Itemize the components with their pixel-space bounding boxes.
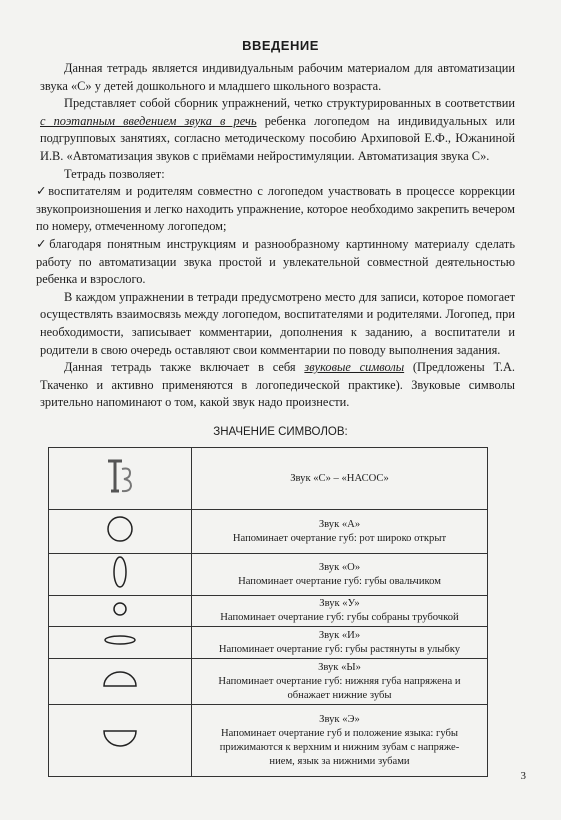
row-line: Звук «Э» <box>319 713 360 725</box>
symbol-cell <box>49 627 192 659</box>
symbol-cell <box>49 659 192 705</box>
row-line: Звук «О» <box>318 561 361 573</box>
paragraph-2-text: Представляет собой сборник упражнений, четко структурированных в соответствии <box>64 96 515 111</box>
horizontal-oval-icon <box>100 633 140 647</box>
vertical-oval-icon <box>110 554 130 590</box>
row-line: обнажает нижние зубы <box>287 689 392 701</box>
row-line: Звук «Ы» <box>318 661 361 673</box>
sound-symbols-emphasis: звуковые символы <box>304 360 405 375</box>
lower-half-circle-icon <box>100 727 140 749</box>
row-line: Звук «У» <box>319 598 360 609</box>
symbol-cell <box>49 448 192 510</box>
paragraph-5-text-end: (Предложены Т.А. Ткаченко и активно применяются в логопедической практике). Звуковые символы зрительно напоминают о том, какой звук надо произнести. <box>40 360 515 410</box>
symbol-description <box>192 627 488 659</box>
emphasis-link: с поэтапным введением звука в речь <box>40 113 257 128</box>
symbol-cell <box>49 510 192 554</box>
page-number: 3 <box>520 770 526 782</box>
bullet-1: ✓воспитателям и родителям совместно с логопедом участвовать в процессе коррекции звукопроизношения и легко находить упражнение, которое необходимо закрепить вечером по номеру, отмеченному логопедом; <box>36 184 515 234</box>
paragraph-3: Тетрадь позволяет: <box>64 166 165 181</box>
symbol-cell <box>49 705 192 777</box>
row-line: Звук «И» <box>318 629 361 641</box>
small-circle-icon <box>110 599 130 619</box>
symbol-description <box>192 705 488 777</box>
row-line: Напоминает очертание губ и положение языка: губы <box>220 727 459 739</box>
row-line: нием, язык за нижними зубами <box>269 755 410 767</box>
symbol-cell <box>49 554 192 596</box>
table-row <box>49 627 488 659</box>
symbols-table <box>48 447 488 777</box>
upper-half-circle-icon <box>100 668 140 690</box>
paragraph-5-text: Данная тетрадь также включает в себя <box>64 360 305 375</box>
row-line: Напоминает очертание губ: губы собраны трубочкой <box>220 612 459 623</box>
table-row <box>49 596 488 627</box>
row-line: Звук «А» <box>318 518 361 530</box>
symbol-description <box>192 510 488 554</box>
paragraph-1: Данная тетрадь является индивидуальным рабочим материалом для автоматизации звука «С» у детей дошкольного и младшего школьного возраста. <box>40 61 515 93</box>
row-line: Напоминает очертание губ: рот широко открыт <box>232 532 447 544</box>
symbol-description <box>192 659 488 705</box>
symbol-cell <box>49 596 192 627</box>
bullet-2: ✓благодаря понятным инструкциям и разнообразному картинному материалу сделать работу по автоматизации звука простой и увлекательной совместной деятельностью ребенка и взрослого. <box>36 236 515 287</box>
symbol-description <box>192 448 488 510</box>
pump-icon <box>100 455 140 497</box>
table-row <box>49 659 488 705</box>
page-title: ВВЕДЕНИЕ <box>242 38 319 53</box>
paragraph-5 <box>40 359 515 412</box>
paragraph-4: В каждом упражнении в тетради предусмотрено место для записи, которое помогает осуществлять взаимосвязь между логопедом, воспитателями и родителями. Логопед, при необходимости, записывает комментарии, дополнения к заданию, а воспитатели и родители в свою очередь оставляют свои комментарии по поводу выполнения задания. <box>40 289 515 357</box>
row-line: Напоминает очертание губ: губы овальчиком <box>238 575 441 587</box>
symbol-description <box>192 596 488 627</box>
table-caption: ЗНАЧЕНИЕ СИМВОЛОВ: <box>213 426 348 438</box>
paragraph-2-text-end: ребенка логопедом на индивидуальных или подгрупповых занятиях, согласно методическому пособию Архиповой Е.Ф., Южаниной И.В. «Автоматизация звуков с приёмами нейростимуляции. Автоматизация звука С». <box>40 113 515 163</box>
symbol-description <box>192 554 488 596</box>
row-line: прижимаются к верхним и нижним зубам с напряже- <box>219 741 460 753</box>
table-row <box>49 448 488 510</box>
table-row <box>49 705 488 777</box>
row-line: Напоминает очертание губ: нижняя губа напряжена и <box>218 675 461 687</box>
table-row <box>49 510 488 554</box>
circle-icon <box>105 514 135 544</box>
row-line: Напоминает очертание губ: губы растянуты в улыбку <box>218 643 461 655</box>
table-row <box>49 554 488 596</box>
intro-text <box>36 60 515 412</box>
paragraph-2 <box>40 95 515 165</box>
row-line: Звук «С» – «НАСОС» <box>290 472 389 484</box>
